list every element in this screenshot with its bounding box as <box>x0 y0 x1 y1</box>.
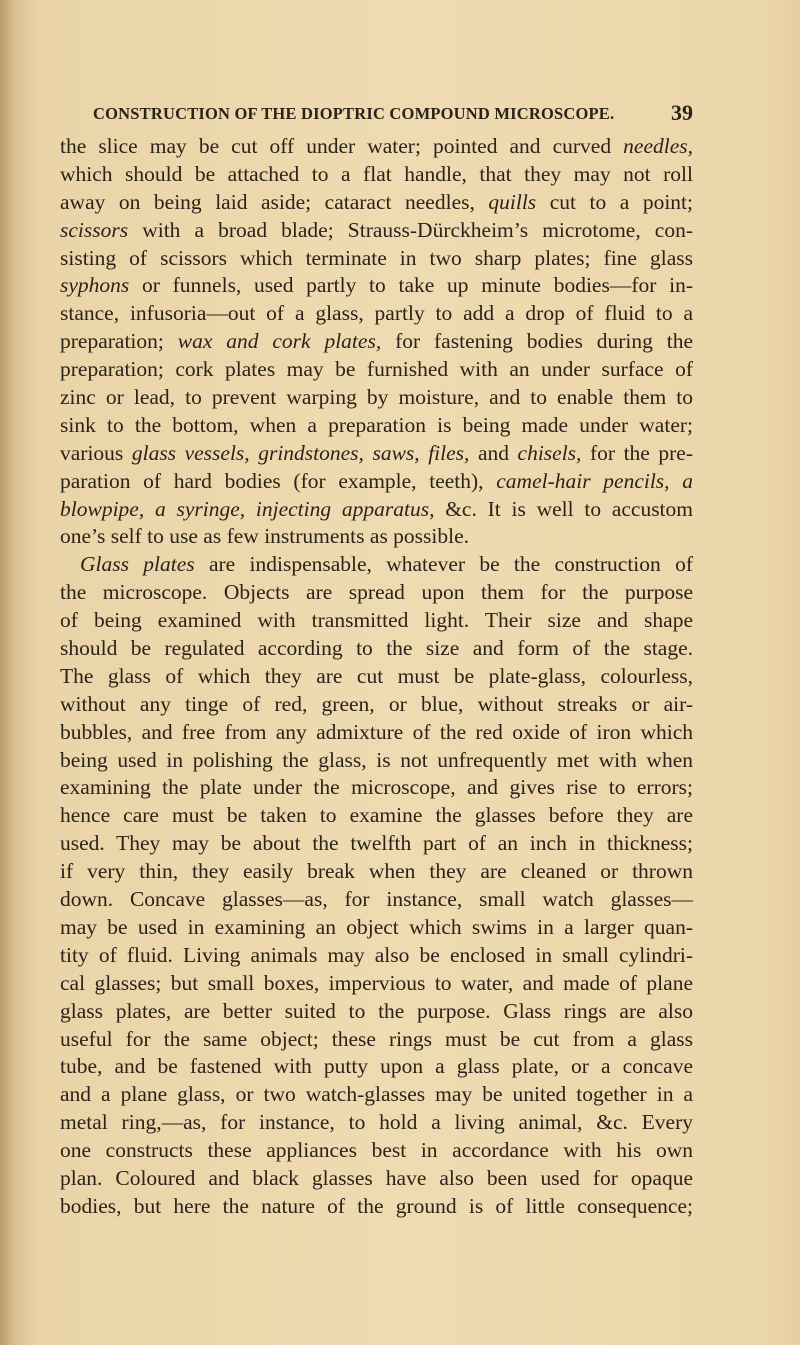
text-run: the microscope. Objects are spread upon them for the purpose <box>60 580 693 605</box>
italic-term: scissors <box>60 217 129 242</box>
text-line <box>60 496 693 524</box>
text-run: may be used in examining an object which swims in a larger quan- <box>60 914 693 939</box>
text-line <box>60 774 693 802</box>
text-line <box>60 328 693 356</box>
running-title: CONSTRUCTION OF THE DIOPTRIC COMPOUND MICROSCOPE. <box>93 104 615 123</box>
text-run: sisting of scissors which terminate in two sharp plates; fine glass <box>60 245 693 270</box>
text-run: useful for the same object; these rings must be cut from a glass <box>60 1026 693 1051</box>
text-line <box>60 998 693 1026</box>
text-line <box>60 858 693 886</box>
text-run: with a broad blade; Strauss-Dürckheim’s microtome, con- <box>128 217 693 242</box>
text-line <box>60 747 693 775</box>
text-run: tube, and be fastened with putty upon a glass plate, or a concave <box>60 1054 693 1079</box>
text-line <box>60 1026 693 1054</box>
text-run: &c. It is well to accustom <box>434 496 694 521</box>
text-run: cut to a point; <box>536 189 694 214</box>
text-line <box>60 412 693 440</box>
text-run: stance, infusoria—out of a glass, partly to add a drop of fluid to a <box>60 301 693 326</box>
text-run: sink to the bottom, when a preparation is being made under water; <box>60 412 693 437</box>
text-run: bubbles, and free from any admixture of the red oxide of iron which <box>60 719 693 744</box>
text-run: which should be attached to a flat handle, that they may not roll <box>60 161 693 186</box>
text-run: one’s self to use as few instruments as possible. <box>60 524 470 549</box>
page-header <box>93 100 693 130</box>
text-run: bodies, but here the nature of the ground is of little consequence; <box>60 1193 693 1218</box>
text-run: The glass of which they are cut must be plate-glass, colourless, <box>60 663 693 688</box>
text-line <box>60 356 693 384</box>
text-line <box>60 802 693 830</box>
text-line <box>60 189 693 217</box>
italic-term: blowpipe, a syringe, injecting apparatus, <box>60 496 435 521</box>
text-run: preparation; cork plates may be furnished with an under surface of <box>60 357 693 382</box>
body-text <box>60 133 693 1221</box>
text-line <box>60 272 693 300</box>
text-line <box>60 579 693 607</box>
italic-term: wax and cork plates, <box>177 329 382 354</box>
text-line <box>60 830 693 858</box>
text-line <box>60 133 693 161</box>
italic-term: glass vessels, grindstones, saws, files, <box>131 440 470 465</box>
text-line <box>60 691 693 719</box>
text-run: without any tinge of red, green, or blue, without streaks or air- <box>60 691 693 716</box>
text-line <box>60 523 693 551</box>
text-line <box>60 440 693 468</box>
text-run: tity of fluid. Living animals may also be enclosed in small cylindri- <box>60 942 693 967</box>
text-line <box>60 635 693 663</box>
text-run: plan. Coloured and black glasses have also been used for opaque <box>60 1165 693 1190</box>
text-run: and <box>469 440 518 465</box>
text-line <box>60 161 693 189</box>
text-line <box>60 1193 693 1221</box>
text-run: or funnels, used partly to take up minute bodies—for in- <box>129 273 693 298</box>
text-line <box>60 970 693 998</box>
page-number: 39 <box>671 100 693 125</box>
text-line <box>60 719 693 747</box>
text-run: cal glasses; but small boxes, impervious to water, and made of plane <box>60 970 693 995</box>
italic-term: needles <box>623 134 688 158</box>
text-line <box>60 1053 693 1081</box>
text-run: metal ring,—as, for instance, to hold a living animal, &c. Every <box>60 1110 693 1135</box>
text-line <box>60 551 693 579</box>
text-run: for fastening bodies during the <box>381 329 693 354</box>
text-line <box>60 300 693 328</box>
text-run: , <box>687 134 693 158</box>
text-run: zinc or lead, to prevent warping by moisture, and to enable them to <box>60 385 693 410</box>
italic-term: quills <box>488 189 537 214</box>
text-line <box>60 245 693 273</box>
italic-term: Glass plates <box>80 552 195 577</box>
text-line <box>60 1137 693 1165</box>
text-run: and a plane glass, or two watch-glasses may be united together in a <box>60 1082 693 1107</box>
text-line <box>60 663 693 691</box>
text-run: preparation; <box>60 329 178 354</box>
italic-term: syphons <box>60 273 130 298</box>
text-line <box>60 886 693 914</box>
text-run: of being examined with transmitted light. Their size and shape <box>60 608 693 633</box>
text-line <box>60 384 693 412</box>
text-line <box>60 1165 693 1193</box>
text-line <box>60 1109 693 1137</box>
text-run: the slice may be cut off under water; pointed and curved <box>60 134 624 158</box>
text-run: hence care must be taken to examine the glasses before they are <box>60 803 693 828</box>
text-run: for the pre- <box>581 440 694 465</box>
text-line <box>60 217 693 245</box>
text-run: are indispensable, whatever be the construction of <box>194 552 693 577</box>
text-line <box>60 914 693 942</box>
text-run: various <box>60 440 132 465</box>
text-line <box>60 468 693 496</box>
italic-term: camel-hair pencils, a <box>496 468 693 493</box>
text-line <box>60 1081 693 1109</box>
text-line <box>60 607 693 635</box>
text-run: glass plates, are better suited to the purpose. Glass rings are also <box>60 998 693 1023</box>
text-run: paration of hard bodies (for example, teeth), <box>60 468 497 493</box>
text-run: down. Concave glasses—as, for instance, small watch glasses— <box>60 887 693 912</box>
text-run: used. They may be about the twelfth part of an inch in thickness; <box>60 831 693 856</box>
text-line <box>60 942 693 970</box>
text-run: should be regulated according to the size and form of the stage. <box>60 636 693 661</box>
italic-term: chisels, <box>517 440 582 465</box>
text-run: examining the plate under the microscope, and gives rise to errors; <box>60 775 693 800</box>
text-run: one constructs these appliances best in accordance with his own <box>60 1138 693 1163</box>
text-run: away on being laid aside; cataract needles, <box>60 189 489 214</box>
text-run: if very thin, they easily break when they are cleaned or thrown <box>60 859 693 884</box>
text-run: being used in polishing the glass, is not unfrequently met with when <box>60 747 693 772</box>
